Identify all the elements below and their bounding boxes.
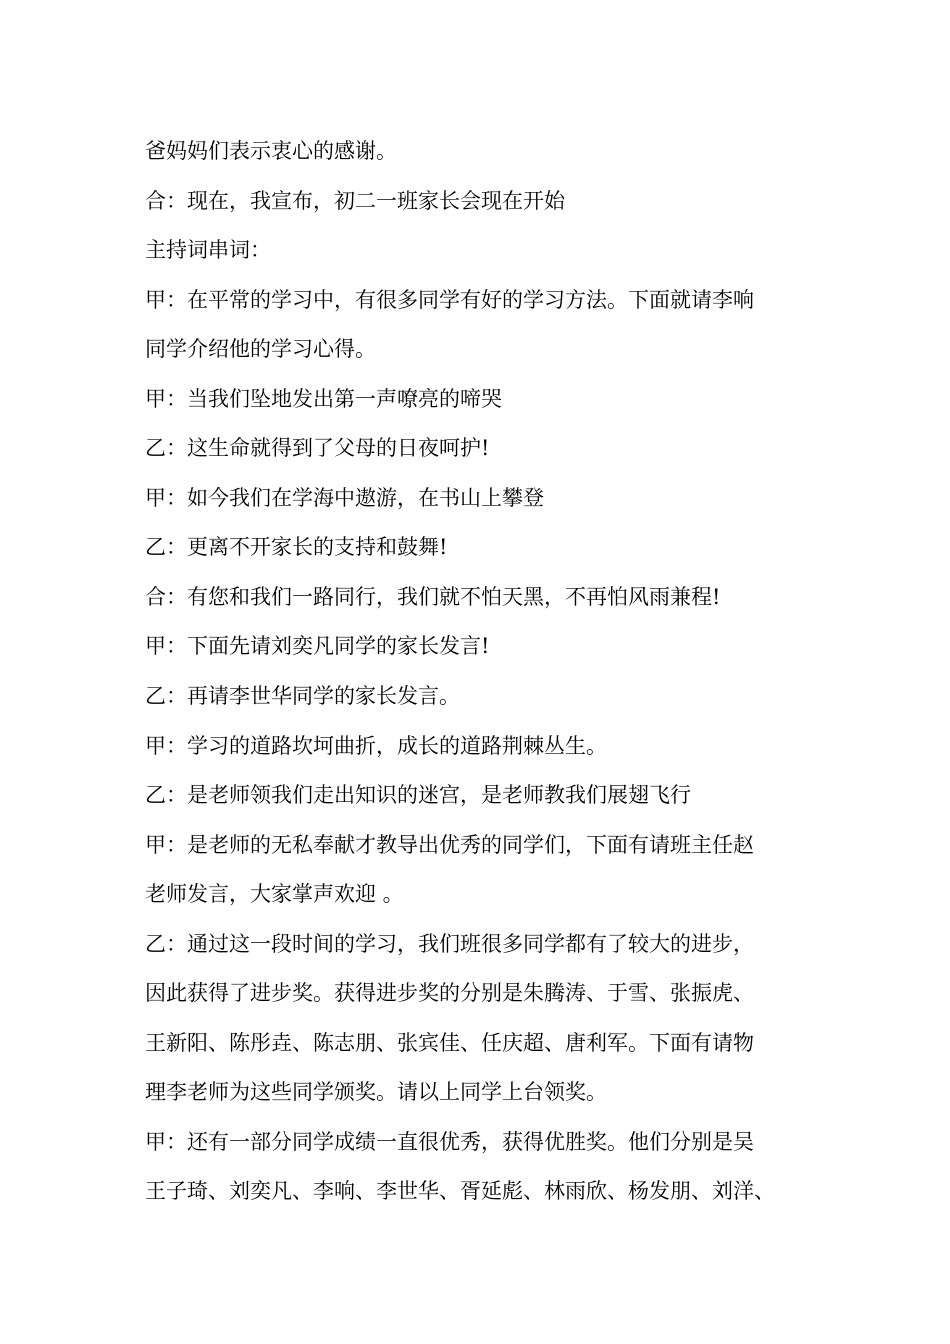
text-line: 因此获得了进步奖。获得进步奖的分别是朱腾涛、于雪、张振虎、 bbox=[145, 981, 754, 1006]
text-line: 乙：再请李世华同学的家长发言。 bbox=[145, 684, 460, 709]
text-line: 甲：下面先请刘奕凡同学的家长发言! bbox=[145, 634, 490, 659]
text-line: 甲：还有一部分同学成绩一直很优秀，获得优胜奖。他们分别是吴 bbox=[145, 1129, 754, 1154]
document-body bbox=[145, 127, 845, 1217]
text-line: 王子琦、刘奕凡、李响、李世华、胥延彪、林雨欣、杨发朋、刘洋、 bbox=[145, 1179, 775, 1204]
text-line: 甲：在平常的学习中，有很多同学有好的学习方法。下面就请李响 bbox=[145, 287, 754, 312]
text-line: 甲：是老师的无私奉献才教导出优秀的同学们，下面有请班主任赵 bbox=[145, 832, 754, 857]
text-line: 同学介绍他的学习心得。 bbox=[145, 337, 376, 362]
text-line: 乙：这生命就得到了父母的日夜呵护! bbox=[145, 436, 490, 461]
text-line: 爸妈妈们表示衷心的感谢。 bbox=[145, 139, 397, 163]
text-line: 合：现在，我宣布，初二一班家长会现在开始 bbox=[145, 188, 565, 213]
text-line: 乙：是老师领我们走出知识的迷宫，是老师教我们展翅飞行 bbox=[145, 783, 691, 808]
text-line: 理李老师为这些同学颁奖。请以上同学上台领奖。 bbox=[145, 1080, 607, 1105]
text-line: 王新阳、陈彤垚、陈志朋、张宾佳、任庆超、唐利军。下面有请物 bbox=[145, 1030, 754, 1055]
text-line: 甲：如今我们在学海中遨游，在书山上攀登 bbox=[145, 485, 544, 510]
text-line: 甲：当我们坠地发出第一声嘹亮的啼哭 bbox=[145, 386, 502, 411]
text-line: 合：有您和我们一路同行，我们就不怕天黑，不再怕风雨兼程! bbox=[145, 584, 721, 609]
text-line: 甲：学习的道路坎坷曲折，成长的道路荆棘丛生。 bbox=[145, 733, 607, 758]
text-line: 乙：通过这一段时间的学习，我们班很多同学都有了较大的进步， bbox=[145, 931, 754, 956]
text-line: 老师发言，大家掌声欢迎 。 bbox=[145, 882, 404, 907]
text-line: 主持词串词： bbox=[145, 238, 271, 263]
text-line: 乙：更离不开家长的支持和鼓舞! bbox=[145, 535, 448, 560]
